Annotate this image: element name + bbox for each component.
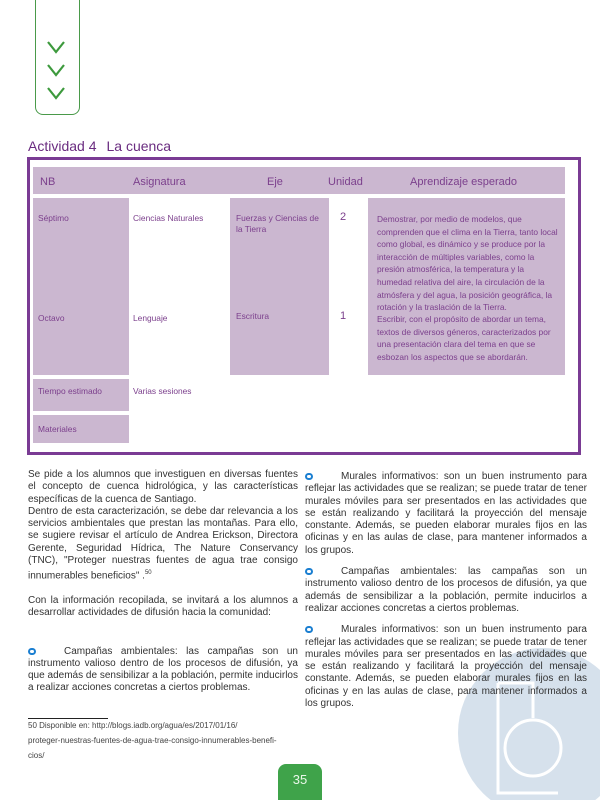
footnote-line: cios/	[28, 751, 45, 760]
header-eje: Eje	[267, 176, 283, 188]
tiempo-value: Varias sesiones	[133, 386, 192, 396]
footnote-line: 50 Disponible en: http://blogs.iadb.org/agua/es/2017/01/16/	[28, 721, 238, 730]
bullet-text: Campañas ambientales: las campañas son un instrumento valioso dentro de los procesos de difusión, ya que además de sensibilizar a la población, permite inducirlos a realizar acciones concretas a ciertos problemas.	[28, 645, 298, 694]
bullet-text: Murales informativos: son un buen instrumento para reflejar las actividades que se realizan; se puede tratar de tener murales móviles para ser presentados en las actividades que se están realizando y facilitará la proyección del mensaje constante. Además, se pueden elaborar murales fijos en las oficinas y en las aulas de clase, para mantener informados a los grupos.	[305, 471, 587, 556]
header-asignatura: Asignatura	[133, 176, 186, 188]
left-column	[28, 469, 298, 695]
row1-nb: Séptimo	[38, 213, 69, 223]
paragraph	[28, 506, 298, 583]
materiales-label: Materiales	[38, 424, 77, 434]
row1-asignatura: Ciencias Naturales	[133, 213, 204, 223]
footnote-line: proteger-nuestras-fuentes-de-agua-trae-consigo-innumerables-benefi-	[28, 736, 277, 745]
footnote-ref: 50	[144, 570, 152, 577]
paragraph: Con la información recopilada, se invitará a los alumnos a desarrollar actividades de difusión hacia la comunidad:	[28, 595, 298, 619]
bullet-text: Murales informativos: son un buen instrumento para reflejar las actividades que se realizan; se puede tratar de tener murales móviles para ser presentados en las actividades que se están realizando y facilitará la proyección del mensaje constante. Además, se pueden elaborar murales fijos en las oficinas y en las aulas de clase, para mantener informados a los grupos.	[305, 624, 587, 710]
bullet-icon	[305, 568, 313, 575]
row2-nb: Octavo	[38, 313, 65, 323]
header-unidad: Unidad	[328, 176, 363, 188]
row1-aprendizaje: Demostrar, por medio de modelos, que comprenden que el clima en la Tierra, tanto local como global, es dinámico y se produce por la interacción de múltiples variables, como la presión atmosférica, la temperatura y la humedad relativa del aire, la circulación de la atmósfera y del agua, la posición geográfica, la rotación y la traslación de la Tierra.	[377, 214, 558, 313]
bullet-item	[28, 646, 298, 695]
right-column	[305, 471, 587, 710]
footnote-divider	[28, 718, 108, 719]
bullet-icon	[305, 626, 313, 633]
header-nb: NB	[40, 176, 56, 188]
row2-aprendizaje: Escribir, con el propósito de abordar un tema, textos de diversos géneros, caracterizados por una presentación clara del tema en que se esbozan los aspectos que se abordarán.	[377, 314, 551, 362]
bullet-icon	[305, 473, 313, 480]
row2-eje: Escritura	[236, 311, 270, 321]
bullet-item	[305, 566, 587, 615]
activity-title	[28, 138, 181, 154]
page-number: 35	[278, 764, 322, 800]
row1-eje: Fuerzas y Ciencias de la Tierra	[236, 213, 319, 235]
row2-unidad: 1	[340, 310, 347, 322]
chevron-tab	[35, 0, 80, 115]
nb-cell-bg	[33, 198, 129, 375]
bullet-item	[305, 624, 587, 710]
row2-asignatura: Lenguaje	[133, 313, 168, 323]
paragraph: Se pide a los alumnos que investiguen en diversas fuentes el concepto de cuenca hidrológica, y las características específicas de la cuenca de Santiago.	[28, 469, 298, 505]
bullet-item	[305, 471, 587, 557]
header-aprendizaje: Aprendizaje esperado	[410, 176, 518, 188]
activity-name: La cuenca	[106, 138, 172, 154]
chevron-down-icon	[46, 86, 66, 100]
bullet-text: Campañas ambientales: las campañas son un instrumento valioso dentro de los procesos de difusión, ya que además de sensibilizar a la población, permite inducirlos a realizar acciones concretas a ciertos problemas.	[305, 566, 587, 614]
chevron-down-icon	[46, 63, 66, 77]
tiempo-label: Tiempo estimado	[38, 386, 102, 396]
activity-label: Actividad 4	[28, 138, 97, 154]
chevron-down-icon	[46, 40, 66, 54]
bullet-icon	[28, 648, 36, 655]
row1-unidad: 2	[340, 211, 347, 223]
paragraph-text: Dentro de esta caracterización, se debe dar relevancia a los servicios ambientales que prestan las montañas. Para ello, se sugiere revisar el artículo de Andrea Erickson, Directora Gerente, Seguridad Hídrica, The Nature Conservancy (TNC), "Proteger nuestras fuentes de agua trae consigo innumerables beneficios" .	[28, 505, 298, 582]
